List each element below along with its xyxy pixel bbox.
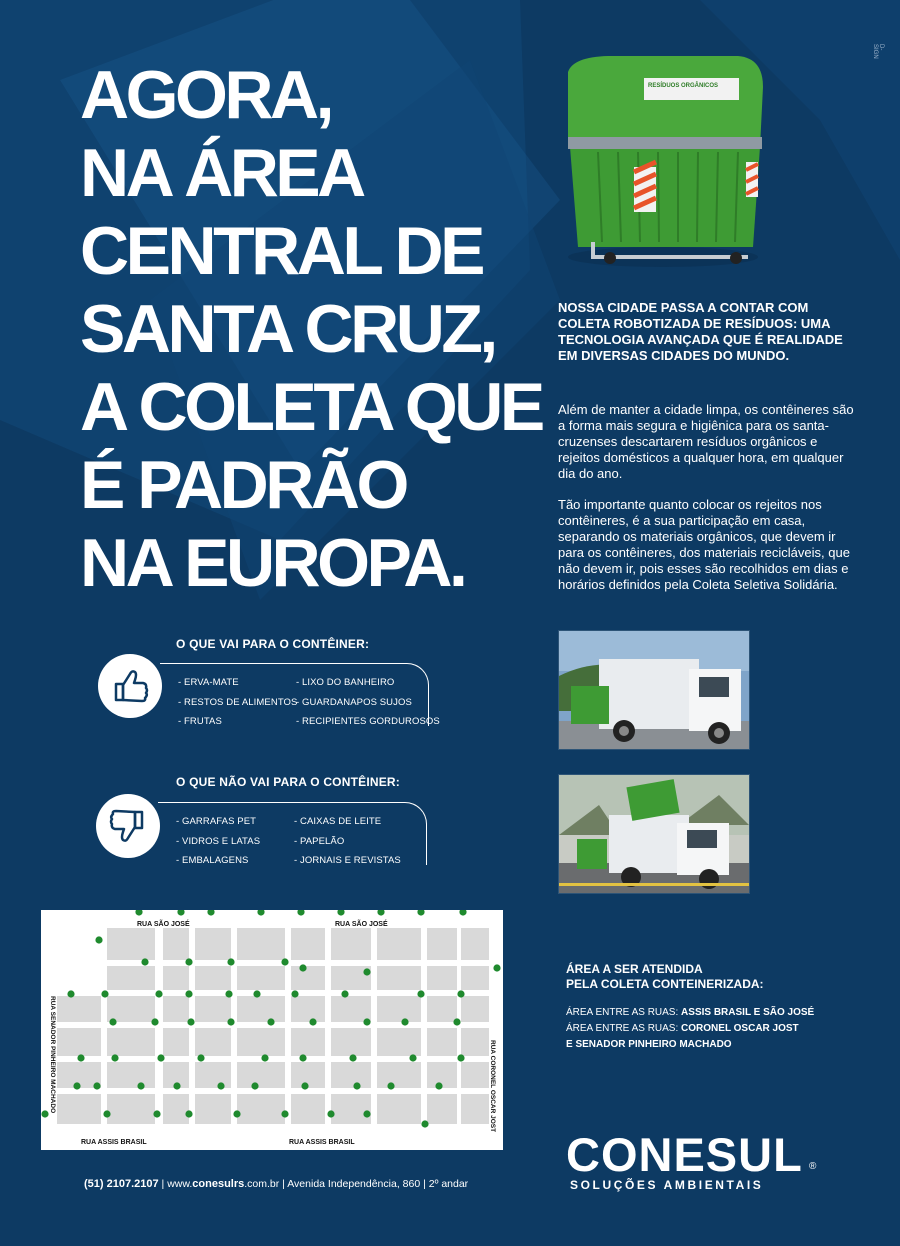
area-line-2 — [566, 1021, 799, 1036]
map-block — [377, 1094, 421, 1124]
map-block — [461, 966, 489, 990]
street-top-2: RUA SÃO JOSÉ — [335, 921, 388, 928]
container-location-dot — [297, 910, 304, 916]
container-location-dot — [457, 990, 464, 997]
container-location-dot — [291, 990, 298, 997]
thumbs-down-icon — [96, 794, 160, 858]
container-location-dot — [453, 1018, 460, 1025]
list-item: - VIDROS E LATAS — [176, 835, 261, 847]
headline-line: A COLETA QUE — [80, 369, 542, 445]
map-block — [377, 928, 421, 960]
area-title — [566, 962, 866, 992]
container-location-dot — [101, 990, 108, 997]
map-block — [195, 928, 231, 960]
container-location-dot — [227, 1018, 234, 1025]
intro-text: NOSSA CIDADE PASSA A CONTAR COM COLETA ROBOTIZADA DE RESÍDUOS: UMA TECNOLOGIA AVANÇADA QUE É REALIDADE EM DIVERSAS CIDADES DO MUNDO. — [558, 300, 843, 363]
map-block — [195, 1062, 231, 1088]
container-location-dot — [421, 1120, 428, 1127]
list-item: - GUARDANAPOS SUJOS — [296, 696, 412, 708]
container-location-dot — [185, 990, 192, 997]
area-title-line: PELA COLETA CONTEINERIZADA: — [566, 977, 764, 991]
street-right: RUA CORONEL OSCAR JOST — [489, 1040, 496, 1133]
container-location-dot — [137, 1082, 144, 1089]
footer-domain[interactable]: conesulrs — [192, 1178, 245, 1190]
container-location-dot — [77, 1054, 84, 1061]
map-block — [237, 1028, 285, 1056]
map-block — [163, 928, 189, 960]
map-block — [291, 996, 325, 1022]
map-block — [461, 1094, 489, 1124]
map-block — [57, 1028, 101, 1056]
area-streets: CORONEL OSCAR JOST — [681, 1023, 799, 1034]
map-block — [377, 996, 421, 1022]
map-block — [291, 1028, 325, 1056]
container-location-dot — [377, 910, 384, 916]
headline-line: NA ÁREA — [80, 135, 363, 211]
container-location-dot — [251, 1082, 258, 1089]
map-block — [107, 996, 155, 1022]
map-block — [107, 1028, 155, 1056]
paragraph-two: Tão importante quanto colocar os rejeitos nos contêineres, é a sua participação em casa, separando os materiais orgânicos, que devem ir para os contêineres, dos materiais recicláveis, que não devem ir, pois esses são recolhidos em dias e horários definidos pela Coleta Seletiva Solidária. — [558, 497, 850, 592]
container-location-dot — [417, 910, 424, 916]
map-block — [461, 1028, 489, 1056]
container-location-dot — [173, 1082, 180, 1089]
container-location-dot — [109, 1018, 116, 1025]
headline-line: É PADRÃO — [80, 447, 406, 523]
map-block — [107, 966, 155, 990]
container-location-dot — [363, 968, 370, 975]
map-block — [291, 966, 325, 990]
container-location-dot — [363, 1110, 370, 1117]
footer-separator: | — [158, 1178, 168, 1190]
footer-phone: (51) 2107.2107 — [84, 1178, 159, 1190]
container-location-dot — [257, 910, 264, 916]
map-block — [331, 1094, 371, 1124]
footer-contact — [84, 1178, 468, 1190]
container-location-dot — [111, 1054, 118, 1061]
map-block — [291, 1094, 325, 1124]
list-item: - ERVA-MATE — [178, 677, 239, 688]
map-block — [461, 928, 489, 960]
area-title-line: ÁREA A SER ATENDIDA — [566, 962, 703, 976]
list-item: - GARRAFAS PET — [176, 816, 257, 827]
list-item: - RECIPIENTES GORDUROSOS — [296, 716, 440, 727]
container-location-dot — [185, 1110, 192, 1117]
footer-www[interactable]: www. — [167, 1178, 193, 1190]
container-location-dot — [225, 990, 232, 997]
thumbs-up-icon — [98, 654, 162, 718]
waste-container-image — [548, 52, 774, 272]
list-item: - FRUTAS — [178, 716, 222, 727]
logo-tagline: SOLUÇÕES AMBIENTAIS — [570, 1178, 764, 1192]
container-location-dot — [95, 936, 102, 943]
area-prefix: ÁREA ENTRE AS RUAS: — [566, 1007, 682, 1018]
container-location-dot — [281, 1110, 288, 1117]
container-location-dot — [151, 1018, 158, 1025]
area-line-1 — [566, 1005, 814, 1020]
side-credit-tag: D-SIGN — [872, 44, 884, 59]
map-block — [237, 1094, 285, 1124]
container-location-dot — [153, 1110, 160, 1117]
container-location-dot — [157, 1054, 164, 1061]
not-in-list-left — [176, 812, 260, 871]
area-streets: ASSIS BRASIL E SÃO JOSÉ — [681, 1007, 815, 1018]
container-location-dot — [493, 964, 500, 971]
container-location-dot — [197, 1054, 204, 1061]
map-block — [237, 928, 285, 960]
map-block — [291, 928, 325, 960]
robotic-arm-truck-photo — [558, 774, 750, 894]
container-location-dot — [267, 1018, 274, 1025]
map-block — [427, 996, 457, 1022]
not-in-list-right — [294, 812, 401, 871]
container-location-dot — [67, 990, 74, 997]
container-location-dot — [233, 1110, 240, 1117]
map-canvas — [41, 910, 503, 1150]
container-location-dot — [185, 958, 192, 965]
container-location-dot — [93, 1082, 100, 1089]
map-block — [331, 928, 371, 960]
map-block — [163, 1028, 189, 1056]
map-block — [163, 966, 189, 990]
container-location-dot — [103, 1110, 110, 1117]
map-block — [163, 996, 189, 1022]
container-location-dot — [41, 1110, 48, 1117]
goes-in-list-right — [296, 673, 440, 732]
street-bottom-1: RUA ASSIS BRASIL — [81, 1139, 147, 1146]
container-location-dot — [417, 990, 424, 997]
not-in-title: O QUE NÃO VAI PARA O CONTÊINER: — [176, 775, 400, 789]
container-location-dot — [459, 910, 466, 916]
area-prefix: ÁREA ENTRE AS RUAS: — [566, 1023, 682, 1034]
map-block — [427, 966, 457, 990]
headline-line: SANTA CRUZ, — [80, 291, 495, 367]
container-location-dot — [253, 990, 260, 997]
list-item: - RESTOS DE ALIMENTOS — [178, 696, 298, 708]
headline-line: CENTRAL DE — [80, 213, 482, 289]
map-block — [427, 1028, 457, 1056]
map-block — [195, 1028, 231, 1056]
list-item: - EMBALAGENS — [176, 855, 249, 866]
container-location-dot — [349, 1054, 356, 1061]
container-location-dot — [73, 1082, 80, 1089]
map-block — [57, 996, 101, 1022]
list-item: - JORNAIS E REVISTAS — [294, 855, 401, 866]
paragraph-one: Além de manter a cidade limpa, os contêineres são a forma mais segura e higiênica para os santa-cruzenses descartarem resíduos orgânicos e rejeitos domésticos a qualquer hora, em qualquer dia do ano. — [558, 402, 854, 481]
container-location-dot — [299, 964, 306, 971]
list-item: - LIXO DO BANHEIRO — [296, 677, 395, 688]
list-item: - CAIXAS DE LEITE — [294, 816, 382, 827]
footer-tld[interactable]: .com.br — [244, 1178, 280, 1190]
map-block — [107, 928, 155, 960]
map-block — [237, 966, 285, 990]
headline-line: AGORA, — [80, 57, 331, 133]
list-item: - PAPELÃO — [294, 835, 345, 847]
container-location-dot — [299, 1054, 306, 1061]
street-bottom-2: RUA ASSIS BRASIL — [289, 1139, 355, 1146]
container-location-dot — [457, 1054, 464, 1061]
map-block — [195, 996, 231, 1022]
map-block — [107, 1062, 155, 1088]
container-location-dot — [207, 910, 214, 916]
logo-name: CONESUL — [566, 1128, 803, 1181]
map-block — [107, 1094, 155, 1124]
service-area-map — [41, 910, 503, 1150]
map-block — [461, 996, 489, 1022]
map-block — [461, 1062, 489, 1088]
map-block — [195, 966, 231, 990]
container-location-dot — [217, 1082, 224, 1089]
map-block — [377, 1028, 421, 1056]
map-block — [331, 996, 371, 1022]
headline — [80, 56, 550, 602]
conesul-logo — [566, 1130, 826, 1196]
container-location-dot — [409, 1054, 416, 1061]
map-block — [331, 1062, 371, 1088]
container-location-dot — [327, 1110, 334, 1117]
goes-in-list-left — [178, 673, 297, 732]
map-block — [331, 1028, 371, 1056]
container-location-dot — [281, 958, 288, 965]
map-block — [163, 1094, 189, 1124]
container-location-dot — [337, 910, 344, 916]
street-left: RUA SENADOR PINHEIRO MACHADO — [49, 996, 56, 1114]
goes-in-title: O QUE VAI PARA O CONTÊINER: — [176, 637, 370, 651]
container-location-dot — [135, 910, 142, 916]
map-block — [427, 928, 457, 960]
map-block — [195, 1094, 231, 1124]
container-location-dot — [363, 1018, 370, 1025]
headline-line: NA EUROPA. — [80, 525, 465, 601]
collection-truck-photo — [558, 630, 750, 750]
container-location-dot — [309, 1018, 316, 1025]
container-location-dot — [141, 958, 148, 965]
container-location-dot — [261, 1054, 268, 1061]
container-location-dot — [387, 1082, 394, 1089]
container-location-dot — [301, 1082, 308, 1089]
container-location-dot — [155, 990, 162, 997]
map-block — [237, 996, 285, 1022]
registered-mark: ® — [809, 1161, 817, 1172]
container-location-dot — [341, 990, 348, 997]
container-location-dot — [353, 1082, 360, 1089]
map-block — [427, 1094, 457, 1124]
map-block — [377, 966, 421, 990]
area-line-3: E SENADOR PINHEIRO MACHADO — [566, 1039, 732, 1050]
street-top-1: RUA SÃO JOSÉ — [137, 921, 190, 928]
map-block — [237, 1062, 285, 1088]
container-location-dot — [187, 1018, 194, 1025]
container-label: RESÍDUOS ORGÂNICOS — [648, 83, 719, 89]
container-location-dot — [401, 1018, 408, 1025]
container-location-dot — [227, 958, 234, 965]
container-location-dot — [435, 1082, 442, 1089]
container-location-dot — [177, 910, 184, 916]
map-block — [57, 1094, 101, 1124]
footer-address: | Avenida Independência, 860 | 2º andar — [279, 1178, 469, 1190]
map-block — [377, 1062, 421, 1088]
